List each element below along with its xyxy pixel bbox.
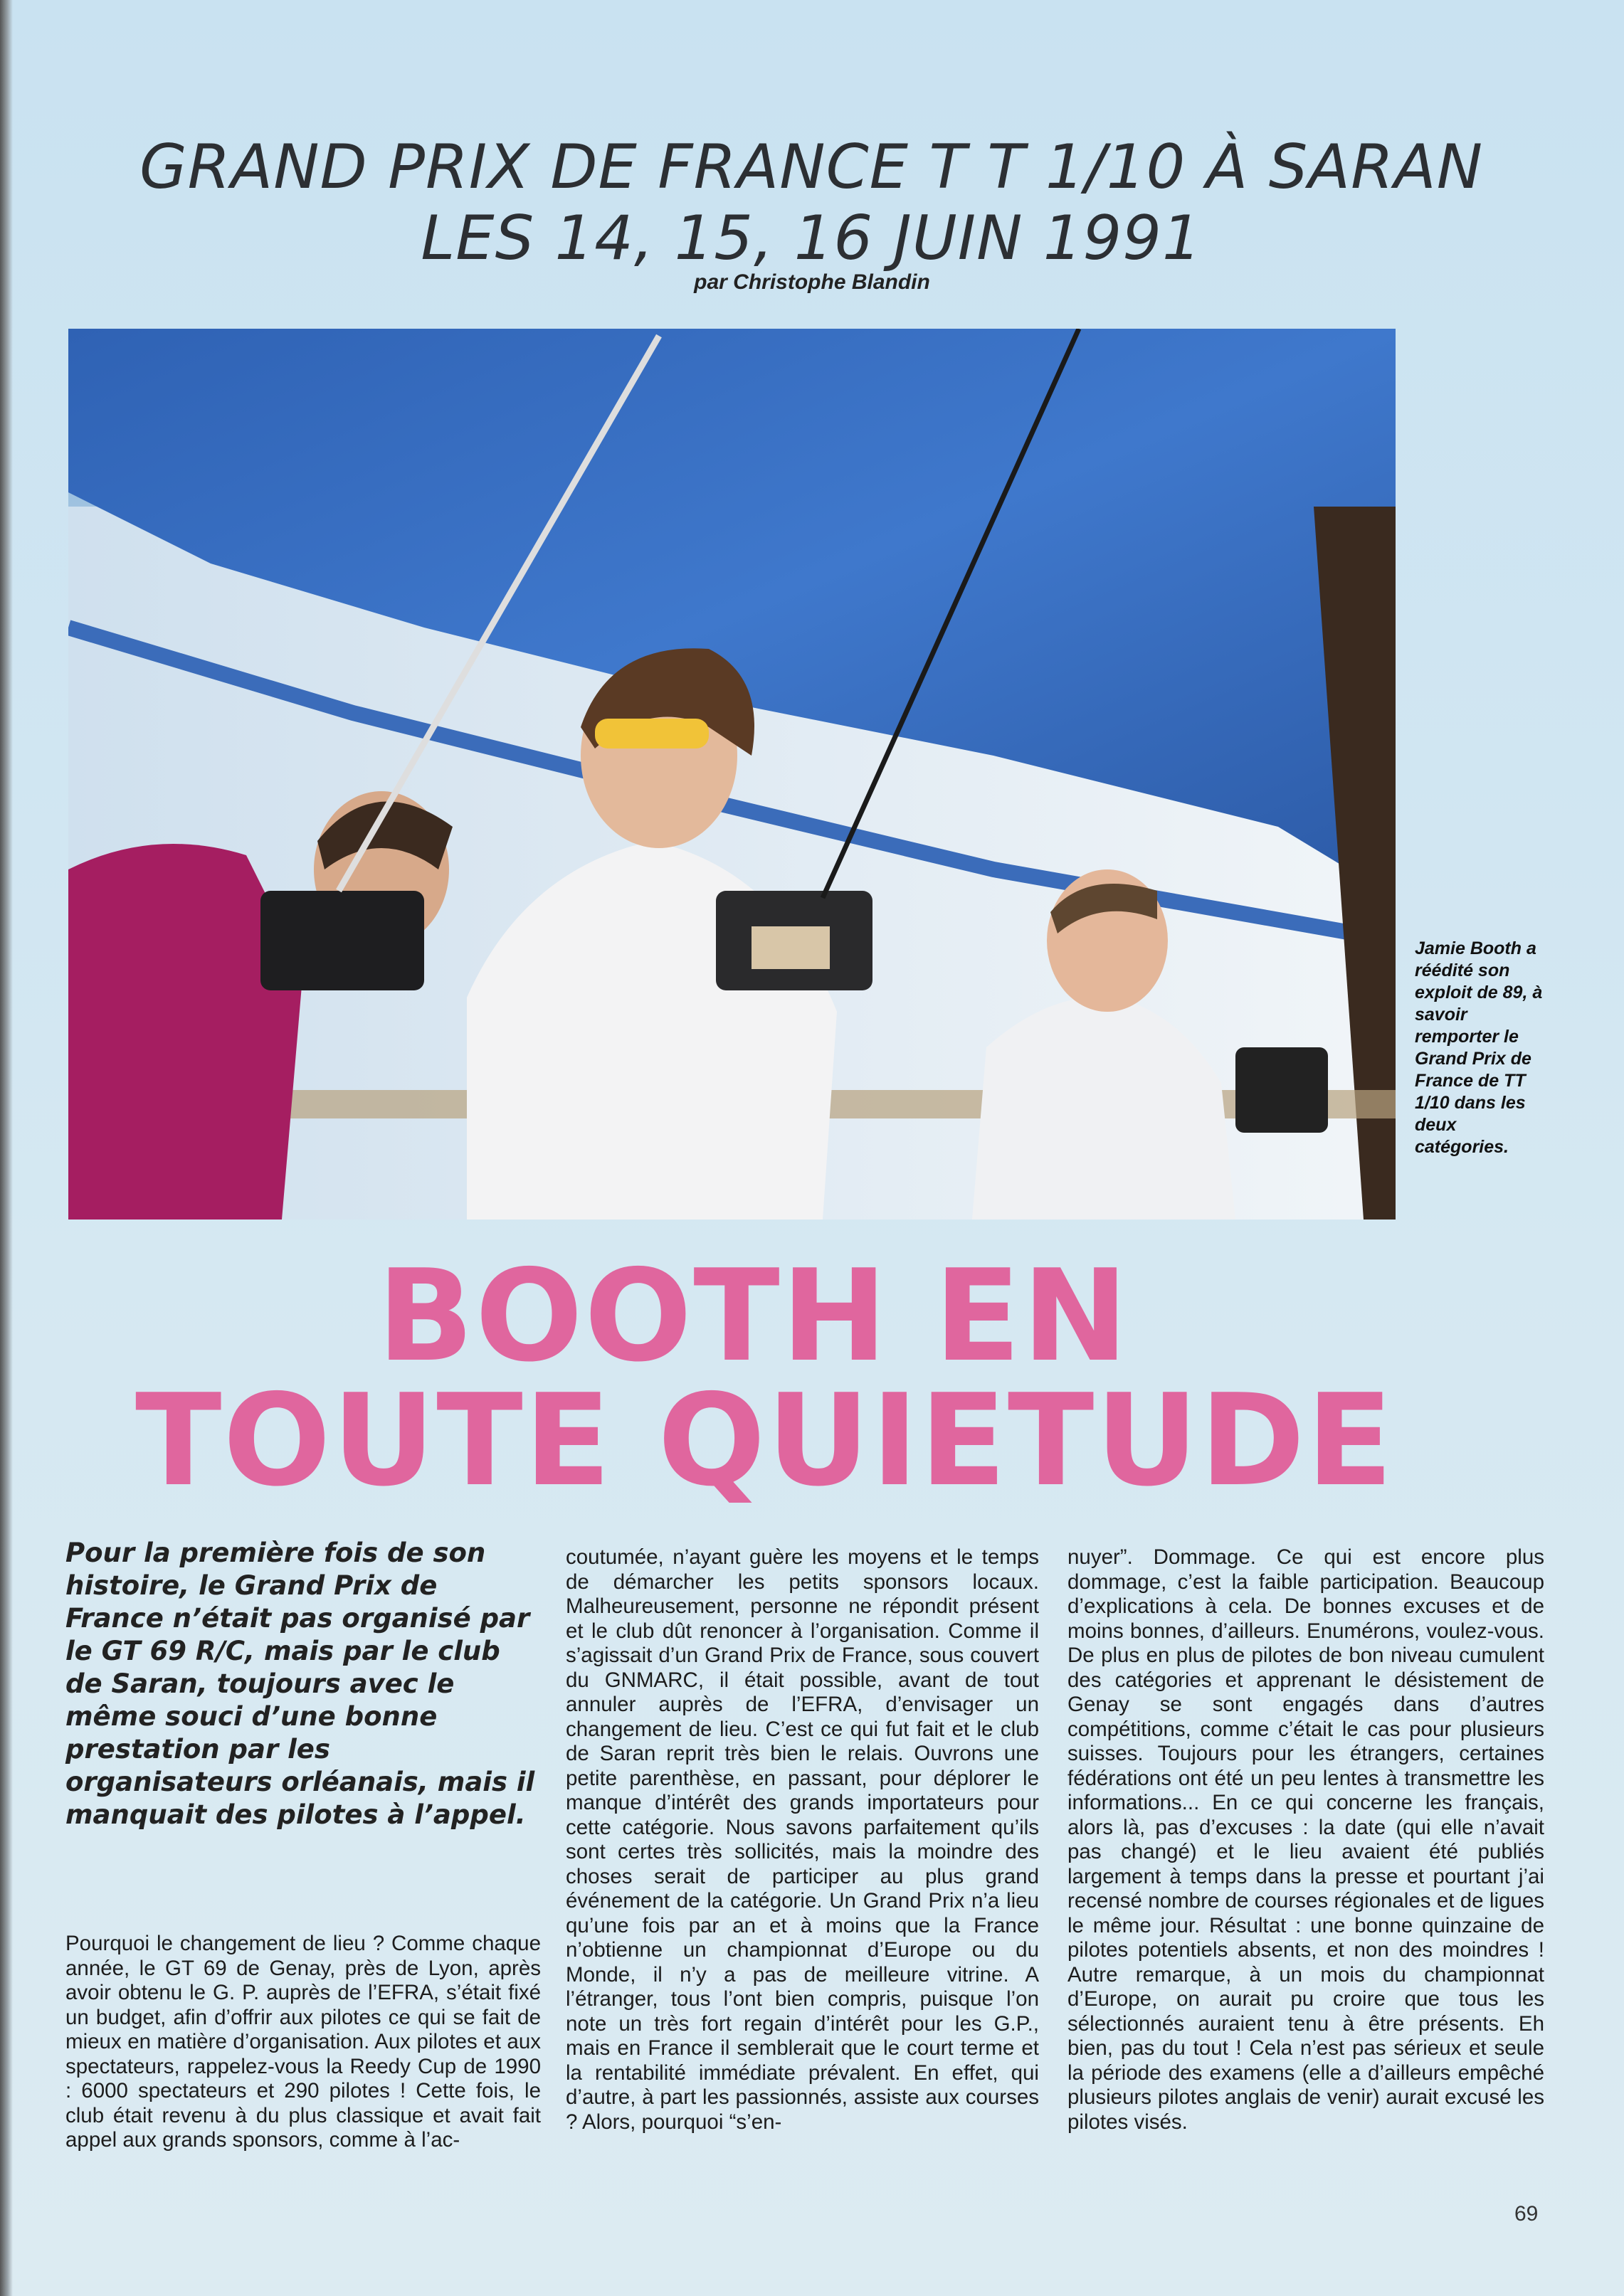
title-line-1: GRAND PRIX DE FRANCE T T 1/10 À SARAN [139, 132, 1484, 203]
photo-caption: Jamie Booth a réédité son exploit de 89, à savoir remporter le Grand Prix de France de TT 1/10 dans les deux catégories. [1415, 938, 1543, 1157]
article-title [64, 132, 1559, 274]
body-column-1 [65, 1932, 541, 2153]
body-column-3 [1067, 1545, 1544, 2134]
page-binding-edge [0, 0, 13, 2296]
column-3-text: nuyer”. Dommage. Ce qui est encore plus dommage, c’est la faible participation. Beaucoup d’explications à cela. De bonnes excuses et de moins bonnes, d’ailleurs. Enumérons, voulez-vous. De plus en plus de pilotes de bon niveau cumulent des catégories et apprenant le désistement de Genay se sont engagés dans d’autres compétitions, comme c’était le cas pour plusieurs suisses. Toujours pour les étrangers, certaines fédérations ont été un peu lentes à transmettre les informations... En ce qui concerne les français, alors là, pas d’excuses : la date (qui elle n’avait pas changé) et le lieu avaient été publiés largement à temps dans la presse et pourtant j’ai recensé nombre de courses régionales et de ligues le même jour. Résultat : une bonne quinzaine de pilotes potentiels absents, et non des moindres ! Autre remarque, à un mois du championnat d’Europe, on aurait pu croire que tous les sélectionnés auraient tenu à être présents. Eh bien, pas du tout ! Cela n’est pas sérieux et seule la période des examens (elle a d’ailleurs empêché plusieurs pilotes anglais de venir) aurait excusé les pilotes visés. [1067, 1545, 1544, 2134]
byline: par Christophe Blandin [694, 270, 930, 294]
page-number: 69 [1514, 2202, 1539, 2226]
lead-paragraph: Pour la première fois de son histoire, le Grand Prix de France n’était pas organisé par le GT 69 R/C, mais par le club de Saran, toujours avec le même souci d’une bonne prestation par les organisateurs orléanais, mais il manquait des pilotes à l’appel. [65, 1538, 535, 1830]
title-line-2: LES 14, 15, 16 JUIN 1991 [421, 203, 1202, 274]
column-2-text: coutumée, n’ayant guère les moyens et le temps de démarcher les petits sponsors locaux. Malheureusement, personne ne répondit présent et le club dût renoncer à l’organisation. Comme il s’agissait d’un Grand Prix de France, sous couvert du GNMARC, il était possible, avant de tout annuler auprès de l’EFRA, d’envisager un changement de lieu. C’est ce qui fut fait et le club de Saran reprit très bien le relais. Ouvrons une petite parenthèse, en passant, pour déplorer le manque d’intérêt des grands importateurs pour cette catégorie. Nous savons parfaitement qu’ils sont certes très sollicités, mais la moindre des choses serait de participer au plus grand événement de la catégorie. Un Grand Prix n’a lieu qu’une fois par an et à moins que la France n’obtienne un championnat d’Europe ou du Monde, il n’y a pas de meilleure vitrine. A l’étranger, tous l’ont bien compris, puisque l’on note un très fort regain d’intérêt pour les G.P., mais en France il semblerait que le court terme et la rentabilité immédiate prévalent. En effet, qui d’autre, à part les passionnés, assiste aux courses ? Alors, pourquoi “s’en- [566, 1545, 1039, 2134]
body-column-2 [566, 1545, 1039, 2134]
headline-line-2: TOUTE QUIETUDE [135, 1367, 1395, 1514]
headline-line-1: BOOTH EN [377, 1242, 1130, 1390]
column-1-text: Pourquoi le changement de lieu ? Comme chaque année, le GT 69 de Genay, près de Lyon, après avoir obtenu le G. P. auprès de l’EFRA, s’était fixé un budget, afin d’offrir aux pilotes ce qui se fait de mieux en matière d’organisation. Aux pilotes et aux spectateurs, rappelez-vous la Reedy Cup de 1990 : 6000 spectateurs et 290 pilotes ! Cette fois, le club était revenu à du plus classique et avait fait appel aux grands sponsors, comme à l’ac- [65, 1932, 541, 2152]
photo-three-pilots-with-transmitters [68, 329, 1396, 1220]
